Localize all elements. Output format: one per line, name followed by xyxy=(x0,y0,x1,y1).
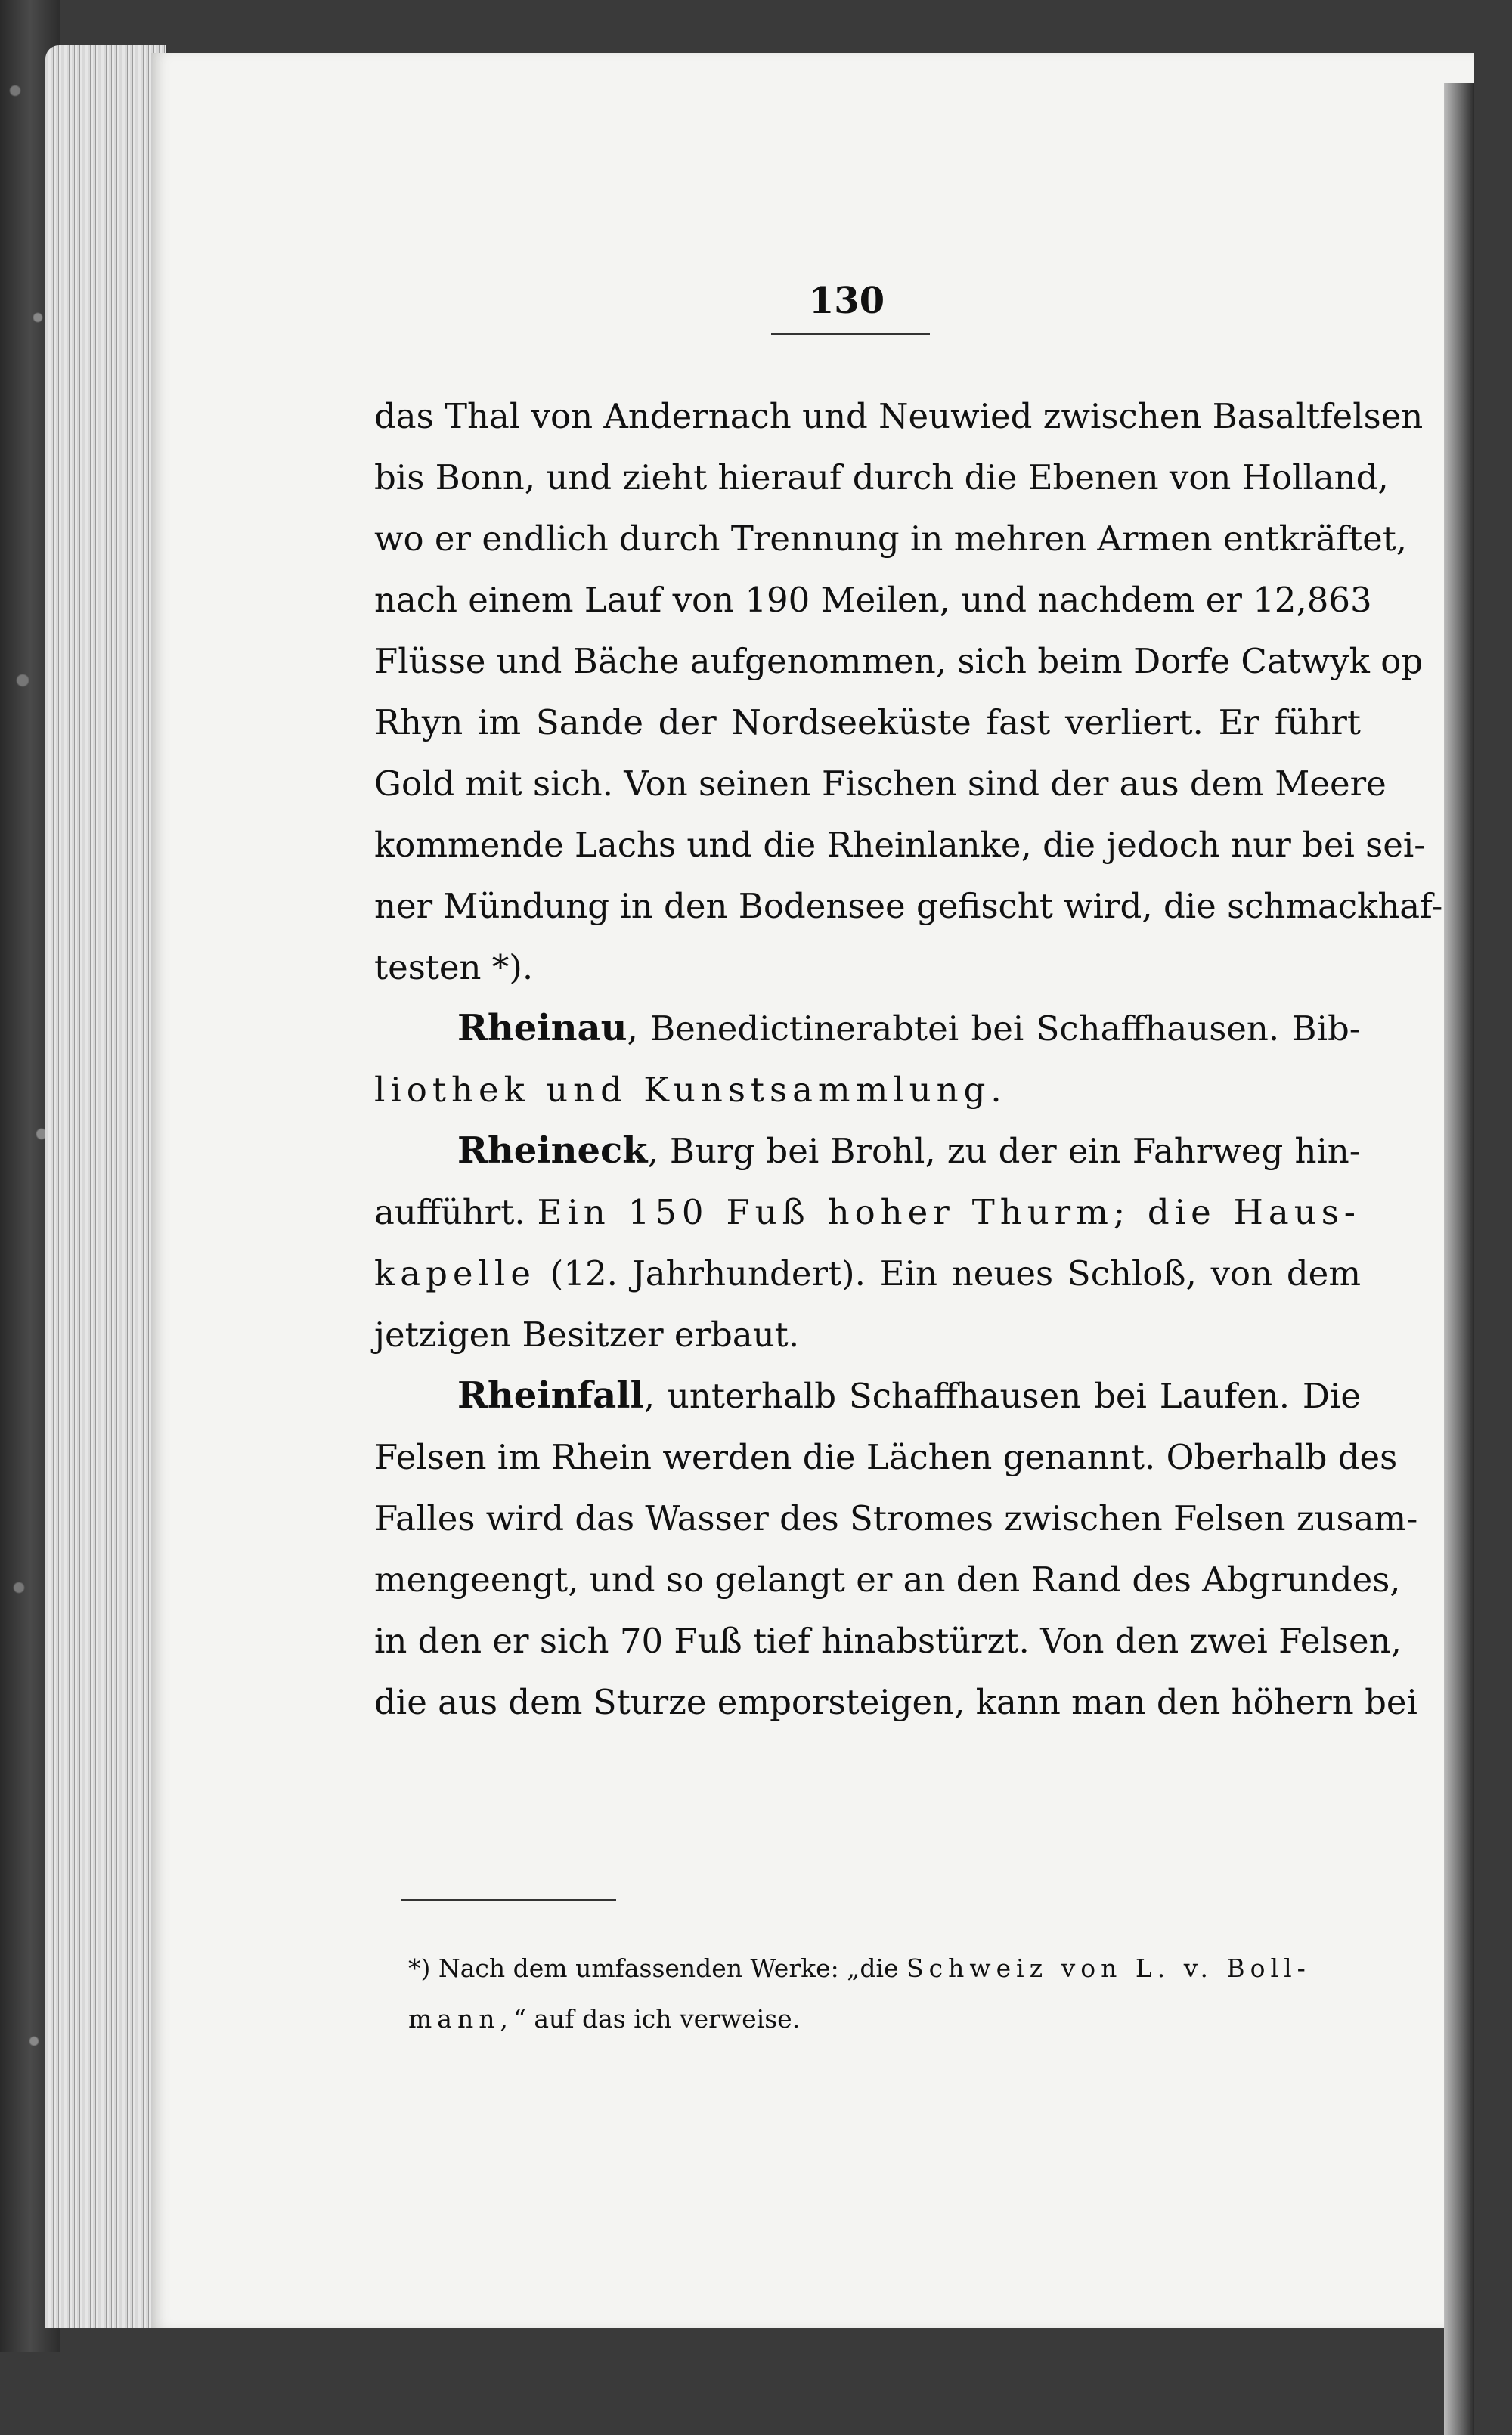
text-line: testen *). xyxy=(374,947,534,987)
entry-line: Rheinfall, unterhalb Schaffhausen bei Laufen. Die xyxy=(457,1374,1361,1417)
text-line: nach einem Lauf von 190 Meilen, und nachdem er 12,863 xyxy=(374,580,1372,620)
footnote-line: *) Nach dem umfassenden Werke: „die Schweiz von L. v. Boll- xyxy=(408,1953,1311,1983)
text-line: die aus dem Sturze emporsteigen, kann man den höhern bei xyxy=(374,1682,1418,1722)
entry-line: Rheineck, Burg bei Brohl, zu der ein Fahrweg hin- xyxy=(457,1129,1361,1172)
text-line: kapelle (12. Jahrhundert). Ein neues Schloß, von dem xyxy=(374,1253,1361,1293)
text-line: aufführt. Ein 150 Fuß hoher Thurm; die Haus- xyxy=(374,1192,1362,1232)
text-line: Felsen im Rhein werden die Lächen genannt. Oberhalb des xyxy=(374,1437,1398,1477)
body-text xyxy=(374,386,1443,1733)
text-line: mengeengt, und so gelangt er an den Rand des Abgrundes, xyxy=(374,1560,1401,1600)
text-line: kommende Lachs und die Rheinlanke, die jedoch nur bei sei- xyxy=(374,825,1426,865)
text-line: das Thal von Andernach und Neuwied zwischen Basaltfelsen xyxy=(374,396,1424,436)
text-line: bis Bonn, und zieht hierauf durch die Ebenen von Holland, xyxy=(374,457,1389,497)
text-line: Falles wird das Wasser des Stromes zwischen Felsen zusam- xyxy=(374,1498,1418,1538)
entry-line: Rheinau, Benedictinerabtei bei Schaffhausen. Bib- xyxy=(457,1007,1361,1049)
page-gutter xyxy=(1444,83,1474,2435)
footnote-line: mann,“ auf das ich verweise. xyxy=(408,2004,801,2034)
text-line: jetzigen Besitzer erbaut. xyxy=(374,1315,800,1355)
text-line: liothek und Kunstsammlung. xyxy=(374,1070,1007,1110)
entry-heading: Rheinfall xyxy=(457,1374,644,1417)
text-line: Rhyn im Sande der Nordseeküste fast verliert. Er führt xyxy=(374,702,1361,742)
page-edges xyxy=(45,45,166,2328)
entry-heading: Rheineck xyxy=(457,1129,648,1172)
page-number: 130 xyxy=(808,280,885,322)
footnote-rule xyxy=(401,1899,616,1901)
header-rule xyxy=(771,333,930,335)
footnote xyxy=(408,1943,1368,2044)
entry-heading: Rheinau xyxy=(457,1007,627,1049)
text-line: Gold mit sich. Von seinen Fischen sind der aus dem Meere xyxy=(374,764,1387,804)
text-line: ner Mündung in den Bodensee gefischt wird, die schmackhaf- xyxy=(374,886,1443,926)
text-line: Flüsse und Bäche aufgenommen, sich beim Dorfe Catwyk op xyxy=(374,641,1424,681)
text-line: in den er sich 70 Fuß tief hinabstürzt. Von den zwei Felsen, xyxy=(374,1621,1402,1661)
text-line: wo er endlich durch Trennung in mehren Armen entkräftet, xyxy=(374,519,1408,559)
